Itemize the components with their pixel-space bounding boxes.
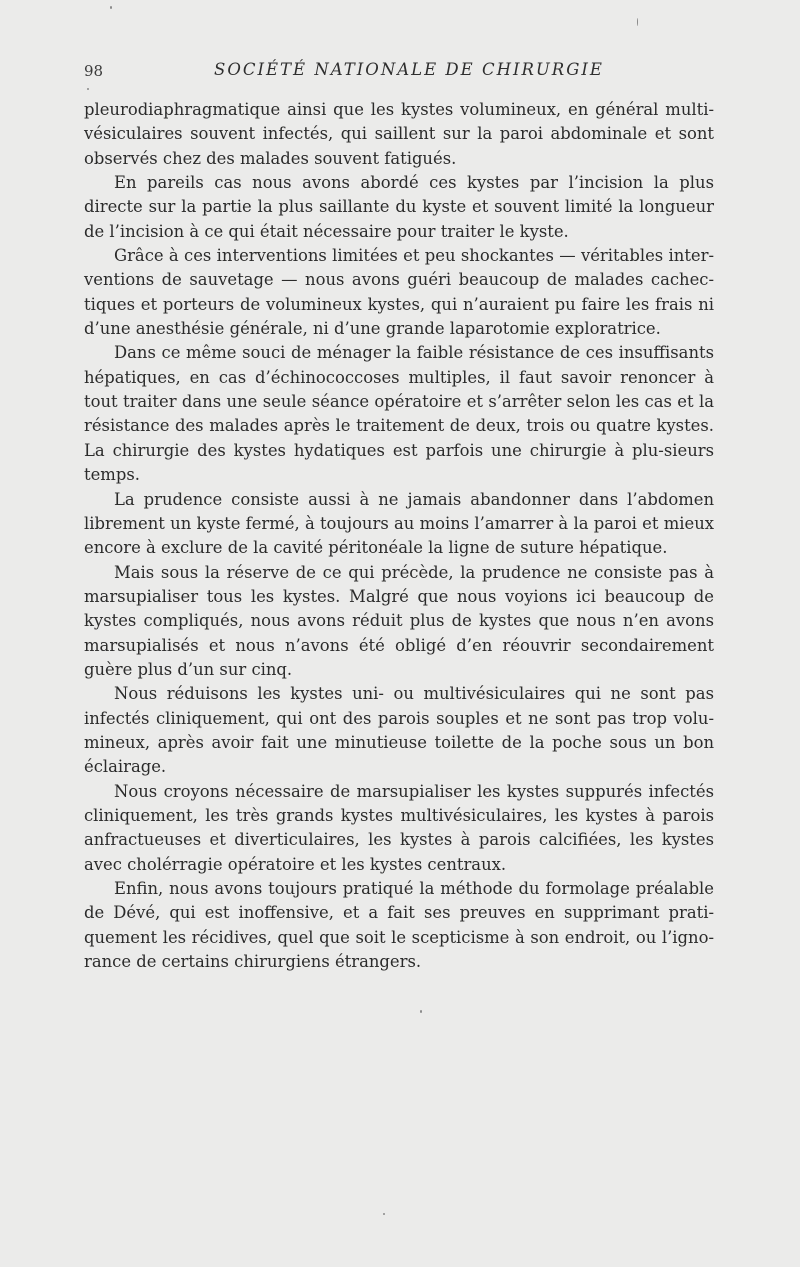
paper-speck [87,88,89,90]
paragraph-1: pleurodiaphragmatique ainsi que les kystes volumineux, en général multi-vésiculaires souvent infectés, qui saillent sur la paroi abdominale et sont observés chez des malades souvent fatigués. [84,100,714,168]
paragraph-4: Dans ce même souci de ménager la faible résistance de ces insuffisants hépatiques, en cas d’échinococcoses multiples, il faut savoir renoncer à tout traiter dans une seule séance opératoire et s’arrêter selon les cas et la résistance des malades après le traitement de deux, trois ou quatre kystes. La chirurgie des kystes hydatiques est parfois une chirurgie à plu-sieurs temps. [84,343,714,485]
paragraph-3: Grâce à ces interventions limitées et peu shockantes — véritables inter-ventions de sauvetage — nous avons guéri beaucoup de malades cachec-tiques et porteurs de volumineux kystes, qui n’auraient pu faire les frais ni d’une anesthésie générale, ni d’une grande laparotomie exploratrice. [84,246,714,339]
paper-speck [420,1010,422,1013]
running-header [84,60,714,84]
paragraph-6: Mais sous la réserve de ce qui précède, la prudence ne consiste pas à marsupialiser tous les kystes. Malgré que nous voyions ici beaucoup de kystes compliqués, nous avons réduit plus de kystes que nous n’en avons marsupialisés et nous n’avons été obligé d’en réouvrir secondairement guère plus d’un sur cinq. [84,562,714,679]
paper-speck [383,1213,385,1215]
paragraph-9: Enfin, nous avons toujours pratiqué la méthode du formolage préalable de Dévé, qui est inoffensive, et a fait ses preuves en supprimant prati-quement les récidives, quel que soit le scepticisme à son endroit, ou l’igno-rance de certains chirurgiens étrangers. [84,879,714,972]
paragraph-8: Nous croyons nécessaire de marsupialiser les kystes suppurés infectés cliniquement, les très grands kystes multivésiculaires, les kystes à parois anfractueuses et diverticulaires, les kystes à parois calcifiées, les kystes avec cholérragie opératoire et les kystes centraux. [84,781,714,874]
paper-speck [637,18,638,26]
paper-speck [110,6,112,9]
paragraph-7: Nous réduisons les kystes uni- ou multivésiculaires qui ne sont pas infectés cliniquement, qui ont des parois souples et ne sont pas trop volu-mineux, après avoir fait une minutieuse toilette de la poche sous un bon éclairage. [84,684,714,777]
body-text [84,98,714,974]
paragraph-2: En pareils cas nous avons abordé ces kystes par l’incision la plus directe sur la partie la plus saillante du kyste et souvent limité la longueur de l’incision à ce qui était nécessaire pour traiter le kyste. [84,173,714,241]
page-number: 98 [84,62,104,80]
paragraph-5: La prudence consiste aussi à ne jamais abandonner dans l’abdomen librement un kyste fermé, à toujours au moins l’amarrer à la paroi et mieux encore à exclure de la cavité péritonéale la ligne de suture hépatique. [84,489,714,558]
running-title: SOCIÉTÉ NATIONALE DE CHIRURGIE [214,60,604,79]
